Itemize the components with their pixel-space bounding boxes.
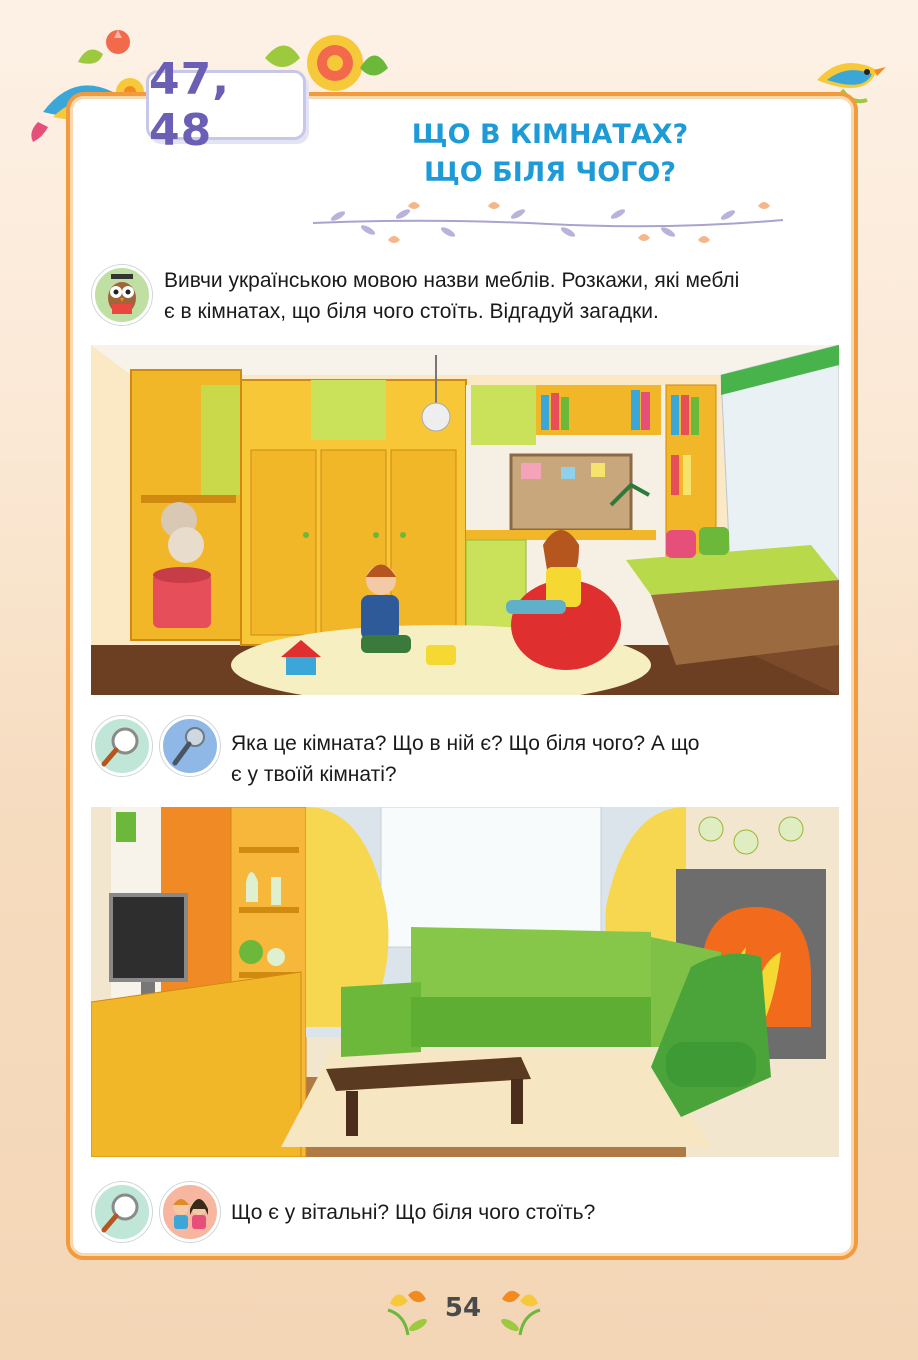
magnifier-icon-2 [92,1182,152,1242]
task-2-line-1: Яка це кімната? Що в ній є? Що біля чого? А що [231,732,700,755]
title-line-2: ЩО БІЛЯ ЧОГО? [424,157,676,188]
footer-flower-left-icon [380,1285,436,1341]
task-1-line-1: Вивчи українською мовою назви меблів. Розкажи, які меблі [164,269,740,292]
magnifier-icon [92,716,152,776]
vine-ornament [308,198,788,248]
living-room-illustration [91,807,839,1157]
title-line-1: ЩО В КІМНАТАХ? [411,119,689,150]
lesson-number-badge [146,54,306,156]
task-2-line-2: є у твоїй кімнаті? [231,763,397,786]
owl-teacher-icon [92,265,152,325]
page-title [360,116,740,192]
children-pair-icon [160,1182,220,1242]
task-3-text [231,1197,851,1228]
task-3-line-1: Що є у вітальні? Що біля чого стоїть? [231,1201,596,1224]
task-2-text [231,728,851,790]
task-1-text [164,265,854,327]
page-number: 54 [444,1293,482,1323]
microphone-icon [160,716,220,776]
children-room-illustration [91,345,839,695]
task-1-line-2: є в кімнатах, що біля чого стоїть. Відгадуй загадки. [164,300,659,323]
lesson-numbers: 47, 48 [149,54,230,156]
footer-flower-right-icon [492,1285,548,1341]
